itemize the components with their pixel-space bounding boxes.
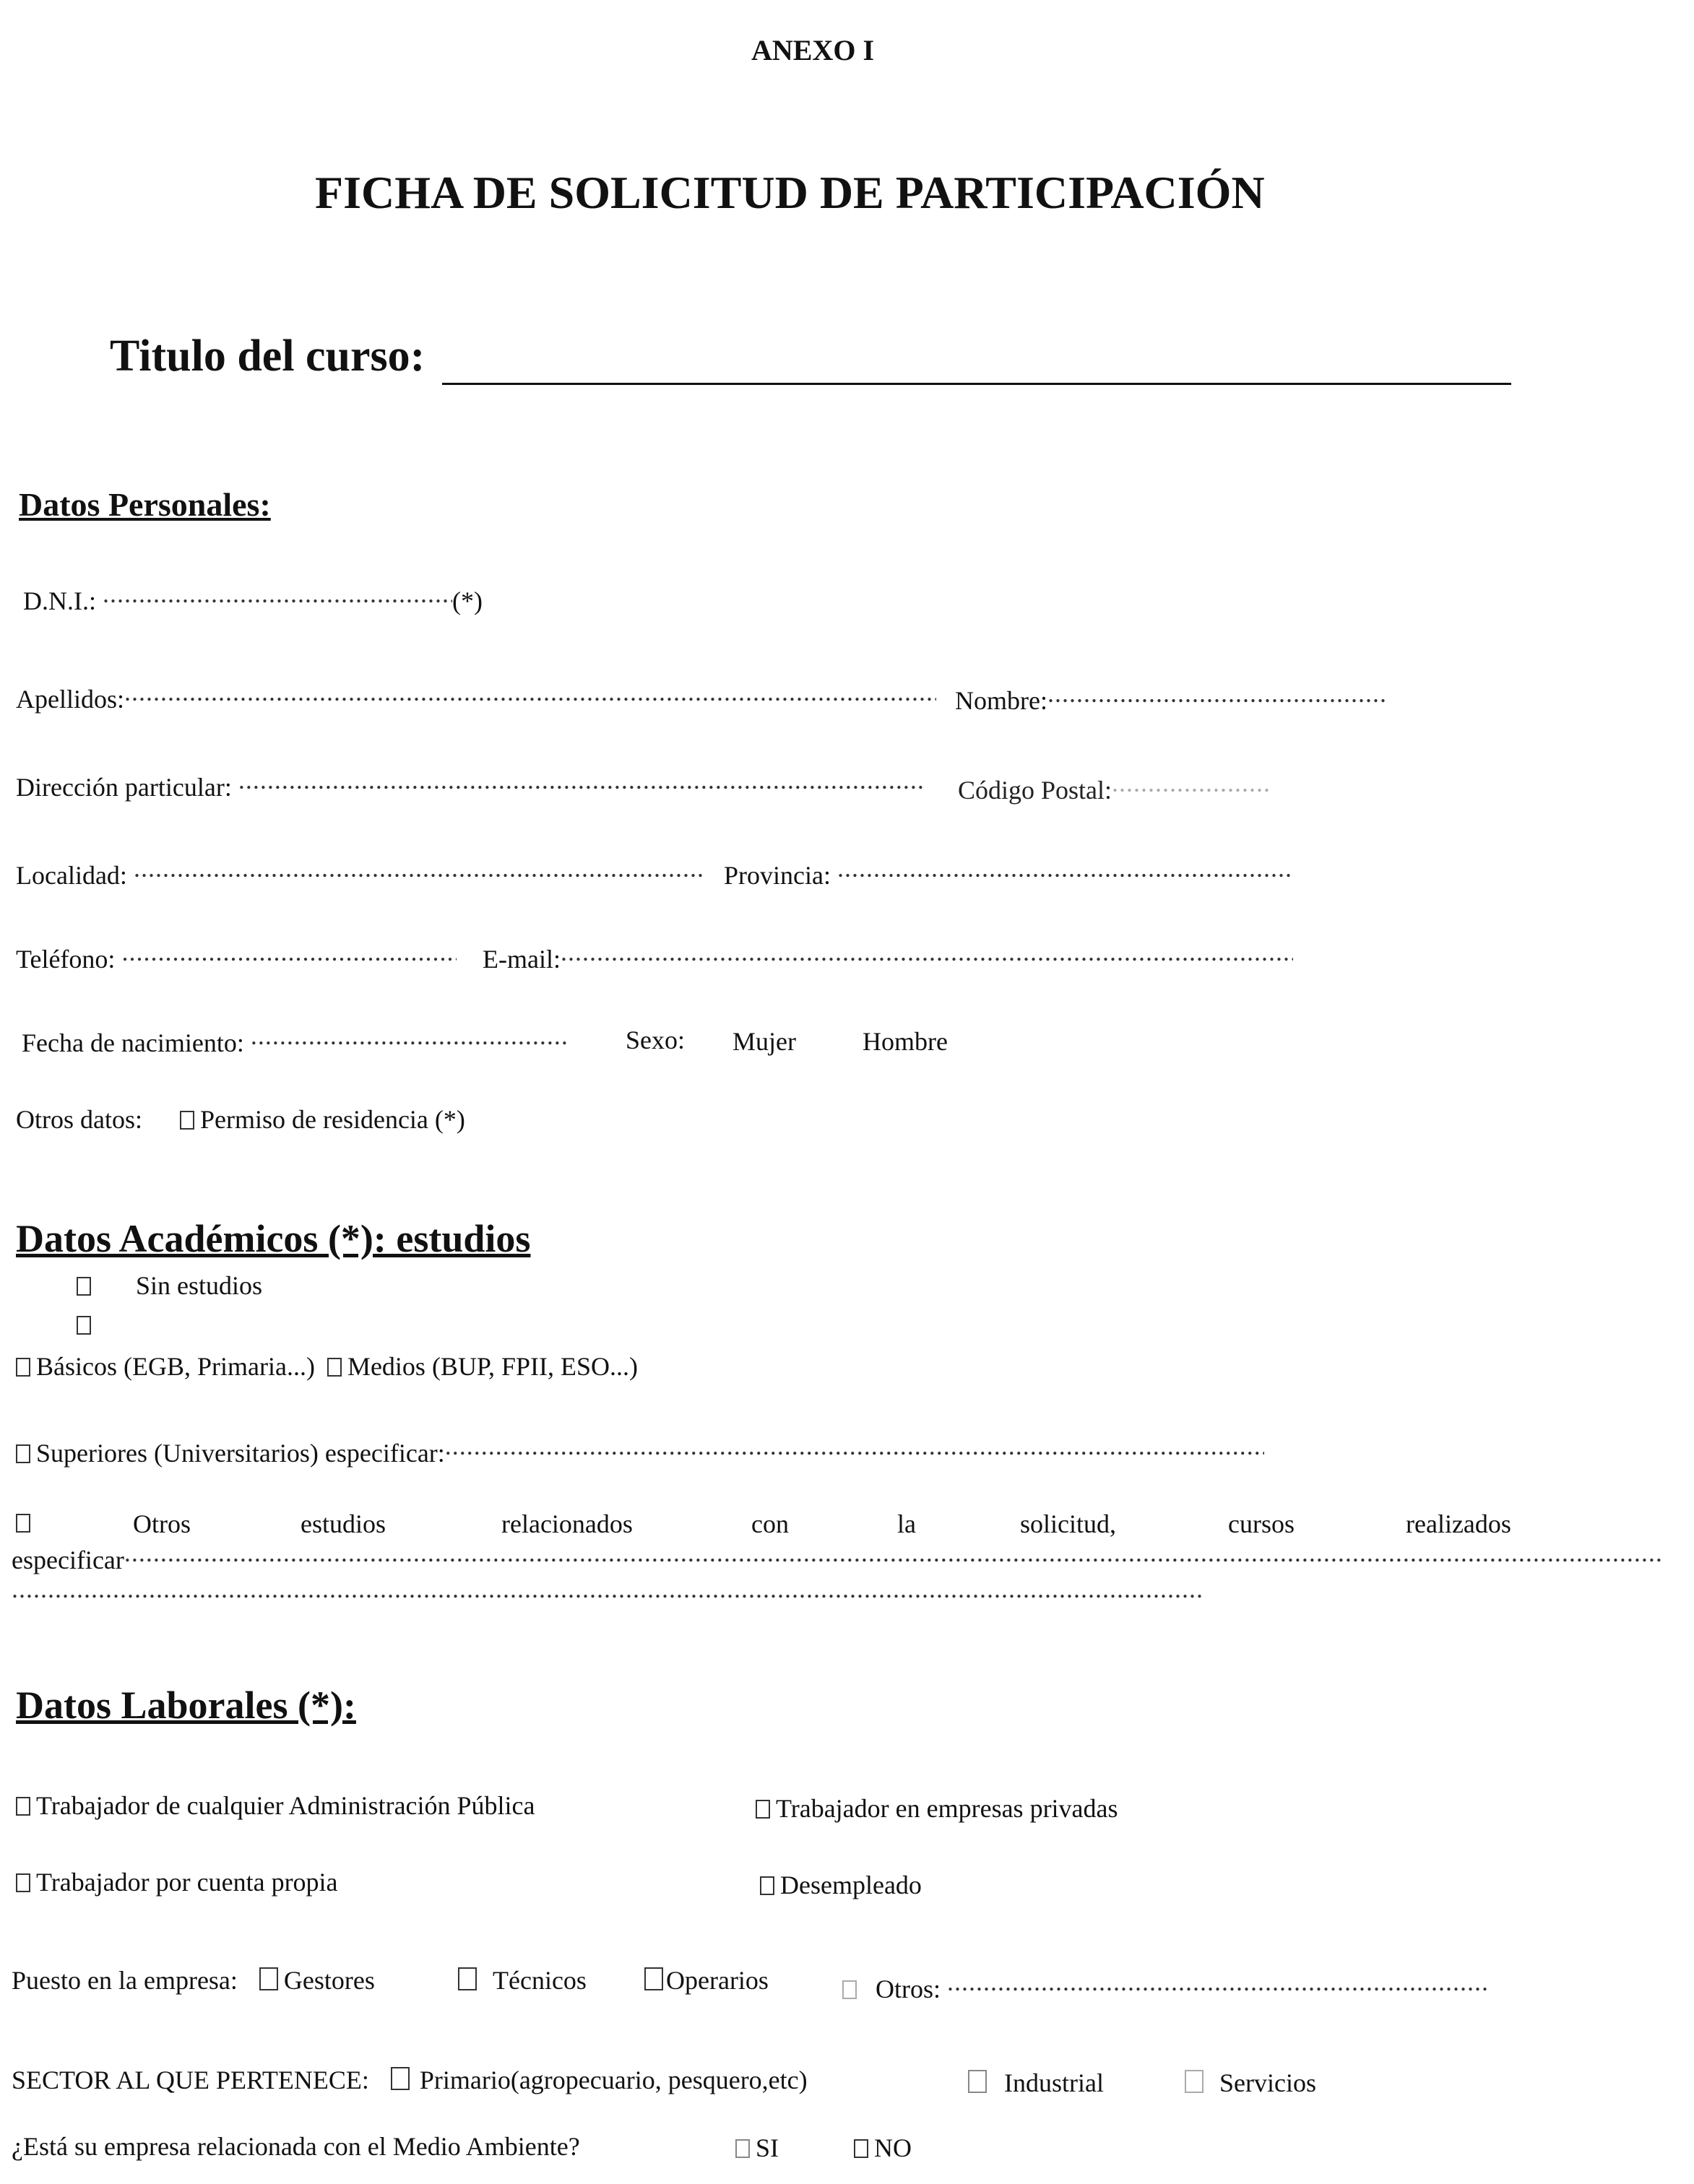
otros-estudios-word-4: con (751, 1509, 789, 1538)
operarios-label: Operarios (666, 1966, 769, 1995)
sin-estudios-label: Sin estudios (136, 1271, 263, 1300)
superiores-field[interactable] (445, 1430, 1264, 1462)
otros-estudios-checkbox[interactable] (16, 1514, 30, 1533)
section-academic-heading: Datos Académicos (*): estudios (16, 1217, 531, 1260)
otros-estudios-word-2: estudios (301, 1509, 386, 1538)
provincia-field[interactable] (837, 852, 1294, 884)
direccion-label: Dirección particular: (16, 773, 232, 802)
apellidos-field[interactable] (124, 676, 936, 708)
otros-estudios-field-2[interactable] (12, 1573, 1203, 1605)
permiso-residencia-checkbox[interactable] (180, 1111, 194, 1130)
otros-estudios-field-1[interactable] (124, 1537, 1663, 1569)
desempleado-label: Desempleado (780, 1871, 922, 1899)
medio-ambiente-question: ¿Está su empresa relacionada con el Medio Ambiente? (12, 2132, 580, 2161)
primario-checkbox[interactable] (391, 2067, 410, 2090)
course-title-label: Titulo del curso: (110, 332, 425, 381)
annex-label: ANEXO I (751, 34, 875, 66)
otros-estudios-word-1: Otros (133, 1509, 191, 1538)
otros-estudios-word-5: la (897, 1509, 916, 1538)
otros-estudios-word-6: solicitud, (1020, 1509, 1116, 1538)
especificar-label: especificar (12, 1546, 124, 1574)
section-personal-heading: Datos Personales: (19, 486, 271, 523)
section-labor-heading: Datos Laborales (*): (16, 1684, 356, 1727)
course-title-field[interactable] (442, 383, 1511, 385)
empty-checkbox[interactable] (77, 1316, 91, 1335)
sexo-option-hombre[interactable]: Hombre (863, 1027, 948, 1056)
localidad-label: Localidad: (16, 861, 127, 890)
dni-label: D.N.I.: (23, 586, 96, 615)
email-label: E-mail: (483, 945, 561, 974)
superiores-label: Superiores (Universitarios) especificar: (36, 1439, 445, 1468)
email-field[interactable] (561, 936, 1293, 968)
nombre-field[interactable] (1047, 677, 1387, 709)
gestores-checkbox[interactable] (259, 1967, 278, 1990)
otros-estudios-word-3: relacionados (501, 1509, 633, 1538)
sector-label: SECTOR AL QUE PERTENECE: (12, 2066, 369, 2094)
permiso-residencia-label: Permiso de residencia (*) (200, 1105, 465, 1134)
basicos-checkbox[interactable] (16, 1358, 30, 1377)
tecnicos-label: Técnicos (493, 1966, 587, 1995)
otros-datos-label: Otros datos: (16, 1105, 142, 1134)
industrial-checkbox[interactable] (968, 2070, 987, 2093)
otros-puesto-field[interactable] (947, 1966, 1489, 1998)
superiores-checkbox[interactable] (16, 1444, 30, 1463)
medios-checkbox[interactable] (327, 1358, 342, 1377)
telefono-field[interactable] (121, 936, 457, 968)
form-title: FICHA DE SOLICITUD DE PARTICIPACIÓN (315, 167, 1265, 218)
puesto-label: Puesto en la empresa: (12, 1966, 238, 1995)
otros-estudios-word-7: cursos (1228, 1509, 1295, 1538)
fecha-nacimiento-label: Fecha de nacimiento: (22, 1028, 244, 1057)
cuenta-propia-checkbox[interactable] (16, 1873, 30, 1892)
admin-publica-label: Trabajador de cualquier Administración Pública (36, 1791, 535, 1820)
tecnicos-checkbox[interactable] (458, 1967, 477, 1990)
nombre-label: Nombre: (955, 686, 1047, 715)
basicos-label: Básicos (EGB, Primaria...) (36, 1352, 315, 1381)
gestores-label: Gestores (283, 1966, 375, 1995)
codigo-postal-label: Código Postal: (958, 776, 1112, 805)
otros-estudios-word-8: realizados (1406, 1509, 1511, 1538)
empresas-privadas-checkbox[interactable] (756, 1800, 770, 1819)
no-label: NO (874, 2133, 912, 2162)
si-label: SI (756, 2133, 779, 2162)
cuenta-propia-label: Trabajador por cuenta propia (36, 1868, 338, 1897)
sexo-option-mujer[interactable]: Mujer (733, 1027, 796, 1056)
sexo-label: Sexo: (626, 1026, 686, 1054)
fecha-nacimiento-field[interactable] (251, 1020, 569, 1052)
desempleado-checkbox[interactable] (760, 1876, 774, 1895)
operarios-checkbox[interactable] (644, 1967, 663, 1990)
provincia-label: Provincia: (724, 861, 831, 890)
servicios-checkbox[interactable] (1185, 2070, 1203, 2093)
dni-required-mark: (*) (452, 586, 483, 615)
direccion-field[interactable] (238, 764, 923, 796)
telefono-label: Teléfono: (16, 945, 116, 974)
dni-field[interactable] (103, 578, 452, 610)
industrial-label: Industrial (1004, 2068, 1104, 2097)
medios-label: Medios (BUP, FPII, ESO...) (347, 1352, 638, 1381)
otros-puesto-checkbox[interactable] (842, 1980, 857, 1999)
admin-publica-checkbox[interactable] (16, 1797, 30, 1816)
servicios-label: Servicios (1219, 2068, 1316, 2097)
empresas-privadas-label: Trabajador en empresas privadas (776, 1794, 1118, 1823)
primario-label: Primario(agropecuario, pesquero,etc) (419, 2066, 808, 2094)
codigo-postal-field[interactable] (1112, 767, 1271, 799)
otros-puesto-label: Otros: (876, 1975, 941, 2003)
apellidos-label: Apellidos: (16, 685, 124, 714)
sin-estudios-checkbox[interactable] (77, 1277, 91, 1296)
localidad-field[interactable] (134, 852, 704, 884)
no-checkbox[interactable] (854, 2139, 868, 2158)
si-checkbox[interactable] (735, 2139, 750, 2158)
